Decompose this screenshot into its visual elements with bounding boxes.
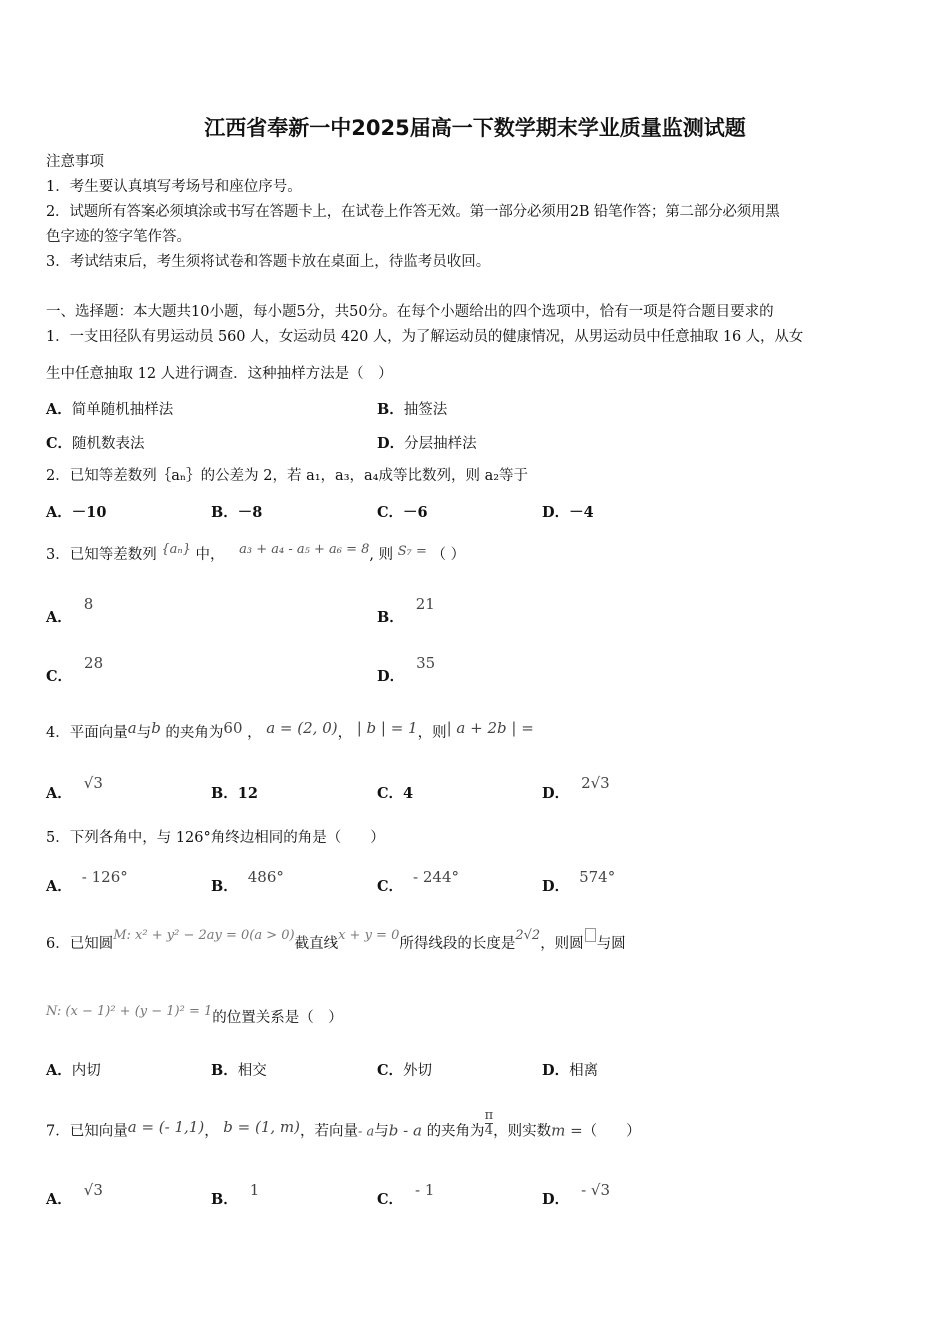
option-text: 12: [237, 785, 258, 802]
q2-stem: 2．已知等差数列｛aₙ｝的公差为 2，若 a₁，a₃，a₄成等比数列，则 a₂等于: [46, 468, 529, 484]
option-text: 分层抽样法: [404, 436, 477, 452]
q6-stem: [46, 928, 626, 955]
option-text: 1: [249, 1181, 260, 1199]
exam-title: 江西省奉新一中2025届高一下数学期末学业质量监测试题: [204, 116, 746, 140]
option-text: 抽签法: [403, 402, 448, 418]
q3-option-d[interactable]: [377, 654, 436, 686]
notice-item-3: 3．考试结束后，考生须将试卷和答题卡放在桌面上，待监考员收回。: [46, 254, 491, 270]
fraction-numerator: π: [484, 1108, 494, 1123]
option-label: B．: [211, 878, 238, 895]
q6-option-b[interactable]: [211, 1059, 267, 1080]
option-text: √3: [83, 1181, 103, 1199]
q6-stem-line2: [46, 1004, 343, 1029]
q3-sequence: {aₙ}: [161, 542, 191, 557]
option-text: 相交: [237, 1063, 267, 1079]
q7-option-a[interactable]: [46, 1181, 103, 1209]
q3-mid: 中，: [195, 547, 225, 563]
option-text: - 244°: [413, 868, 460, 886]
option-label: A．: [46, 785, 72, 802]
option-label: A．: [46, 1062, 72, 1079]
option-text: 内切: [71, 1063, 101, 1079]
option-label: A．: [46, 401, 72, 418]
notice-item-1: 1．考生要认真填写考场号和座位序号。: [46, 179, 302, 195]
q7-option-c[interactable]: [377, 1181, 435, 1209]
q1-option-a[interactable]: [46, 398, 173, 419]
q4-a-value: a = (2, 0): [266, 719, 338, 737]
q3-target: S₇ =: [397, 544, 427, 559]
option-text: - 126°: [81, 868, 128, 886]
notice-item-2: 2．试题所有答案必须填涂或书写在答题卡上，在试卷上作答无效。第一部分必须用2B 铅笔作答；第二部分必须用黑: [46, 204, 780, 220]
q7-suffix: （ ）: [582, 1123, 641, 1140]
q7-option-d[interactable]: [542, 1181, 611, 1209]
option-label: B．: [377, 401, 404, 418]
option-text: 2√3: [581, 774, 610, 792]
option-label: C．: [377, 1062, 404, 1079]
q2-option-c[interactable]: [377, 501, 428, 522]
q5-option-a[interactable]: [46, 868, 128, 896]
option-label: B．: [211, 504, 238, 521]
q6-relation: 的位置关系是（ ）: [212, 1010, 343, 1026]
q7-comma: ，: [204, 1123, 219, 1140]
option-label: B．: [377, 609, 404, 626]
q3-option-c[interactable]: [46, 654, 104, 686]
q2-option-d[interactable]: [542, 501, 594, 522]
q1-option-d[interactable]: [377, 432, 477, 453]
option-label: B．: [211, 1191, 238, 1208]
q7-and: 与: [374, 1123, 389, 1140]
option-label: D．: [542, 504, 570, 521]
q4-then: ，则: [417, 725, 447, 741]
q3-option-b[interactable]: [377, 595, 435, 627]
fraction-denominator: 4: [484, 1123, 493, 1138]
q4-prefix: 4．平面向量: [46, 725, 128, 741]
q4-stem: [46, 719, 534, 743]
q3-suffix: （ ）: [431, 547, 466, 563]
q4-option-d[interactable]: [542, 774, 610, 803]
q4-comma1: ，: [247, 725, 262, 741]
q6-length-text: 所得线段的长度是: [399, 936, 516, 952]
q5-option-d[interactable]: [542, 868, 616, 896]
q6-prefix: 6．已知圆: [46, 936, 114, 952]
q4-option-c[interactable]: [377, 782, 413, 803]
q1-option-c[interactable]: [46, 432, 145, 453]
option-text: 外切: [403, 1063, 433, 1079]
option-label: C．: [377, 1191, 404, 1208]
q3-stem: [46, 542, 466, 566]
q1-stem-line1: 1．一支田径队有男运动员 560 人，女运动员 420 人，为了解运动员的健康情况，从男运动员中任意抽取 16 人，从女: [46, 329, 804, 345]
option-label: C．: [377, 785, 404, 802]
option-text: 21: [415, 595, 435, 613]
option-text: 简单随机抽样法: [71, 402, 174, 418]
circle-m-placeholder-icon: [585, 928, 596, 942]
q4-vec-b: b: [151, 719, 161, 737]
option-text: －4: [569, 504, 594, 521]
q5-option-b[interactable]: [211, 868, 284, 896]
notice-heading: 注意事项: [46, 154, 104, 170]
option-text: －10: [71, 504, 107, 521]
q4-option-b[interactable]: [211, 782, 258, 803]
q1-stem-line2: 生中任意抽取 12 人进行调查．这种抽样方法是（ ）: [46, 366, 393, 382]
q2-option-b[interactable]: [211, 501, 262, 522]
q6-and: 与圆: [596, 936, 626, 952]
q4-and: 与: [136, 725, 152, 741]
option-label: C．: [377, 504, 404, 521]
option-text: 28: [84, 654, 104, 672]
q3-prefix: 3．已知等差数列: [46, 547, 157, 563]
option-text: 8: [83, 595, 94, 613]
option-label: A．: [46, 504, 72, 521]
option-label: C．: [377, 878, 404, 895]
q1-option-b[interactable]: [377, 398, 447, 419]
q6-circle-m: M: x² + y² − 2ay = 0(a > 0): [113, 928, 295, 943]
option-text: √3: [83, 774, 103, 792]
option-label: B．: [211, 1062, 238, 1079]
option-label: C．: [46, 435, 73, 452]
q6-option-d[interactable]: [542, 1059, 598, 1080]
q3-condition: a₃ + a₄ - a₅ + a₆ = 8: [239, 542, 370, 557]
option-text: 随机数表法: [72, 436, 145, 452]
q4-b-norm: | b | = 1: [356, 719, 418, 737]
option-label: D．: [377, 668, 405, 685]
q7-vec-b: b = (1, m): [223, 1117, 301, 1136]
q7-stem: [46, 1108, 641, 1146]
section-heading: 一、选择题：本大题共10小题，每小题5分，共50分。在每个小题给出的四个选项中，恰有一项是符合题目要求的: [46, 304, 774, 320]
q6-then: ，则圆: [540, 936, 584, 952]
q7-vector-1: - a: [358, 1124, 375, 1140]
option-text: 4: [403, 785, 414, 802]
q7-if: ，若向量: [300, 1123, 359, 1140]
q7-m: m =: [551, 1121, 583, 1140]
option-label: D．: [542, 785, 570, 802]
option-label: D．: [377, 435, 405, 452]
q6-circle-n: N: (x − 1)² + (y − 1)² = 1: [46, 1004, 213, 1019]
option-label: B．: [211, 785, 238, 802]
q4-angle-text: 的夹角为: [165, 725, 224, 741]
option-text: 相离: [569, 1063, 599, 1079]
option-text: －8: [237, 504, 263, 521]
option-text: 574°: [579, 868, 616, 886]
q6-length: 2√2: [515, 928, 541, 943]
option-text: －6: [403, 504, 428, 521]
q6-option-a[interactable]: [46, 1059, 101, 1080]
option-label: A．: [46, 878, 72, 895]
q7-vector-2: b - a: [388, 1121, 422, 1140]
q6-option-c[interactable]: [377, 1059, 432, 1080]
q7-angle-text: 的夹角为: [426, 1123, 485, 1140]
q7-prefix: 7．已知向量: [46, 1123, 128, 1140]
q4-comma2: ，: [337, 725, 353, 741]
q7-then: ，则实数: [493, 1123, 552, 1140]
q3-then: , 则: [369, 547, 394, 563]
q4-vec-a: a: [127, 719, 137, 737]
option-label: C．: [46, 668, 73, 685]
q7-angle-fraction: [485, 1109, 494, 1138]
q4-angle: 60: [223, 719, 243, 737]
q4-option-a[interactable]: [46, 774, 103, 803]
option-label: D．: [542, 1062, 570, 1079]
option-label: A．: [46, 1191, 72, 1208]
option-text: 486°: [247, 868, 284, 886]
q6-cut: 截直线: [294, 936, 339, 952]
option-label: A．: [46, 609, 72, 626]
option-text: - 1: [415, 1181, 435, 1199]
option-text: - √3: [581, 1181, 611, 1199]
q6-line: x + y = 0: [338, 928, 400, 943]
q3-option-a[interactable]: [46, 595, 94, 627]
q7-vec-a: a = (- 1,1): [127, 1117, 205, 1136]
q5-option-c[interactable]: [377, 868, 460, 896]
q4-target: | a + 2b | =: [446, 719, 534, 737]
option-label: D．: [542, 1191, 570, 1208]
q7-option-b[interactable]: [211, 1181, 260, 1209]
q5-stem: 5．下列各角中，与 126°角终边相同的角是（ ）: [46, 830, 385, 846]
option-label: D．: [542, 878, 570, 895]
option-text: 35: [416, 654, 436, 672]
q2-option-a[interactable]: [46, 501, 106, 522]
notice-item-2-cont: 色字迹的签字笔作答。: [46, 229, 191, 245]
